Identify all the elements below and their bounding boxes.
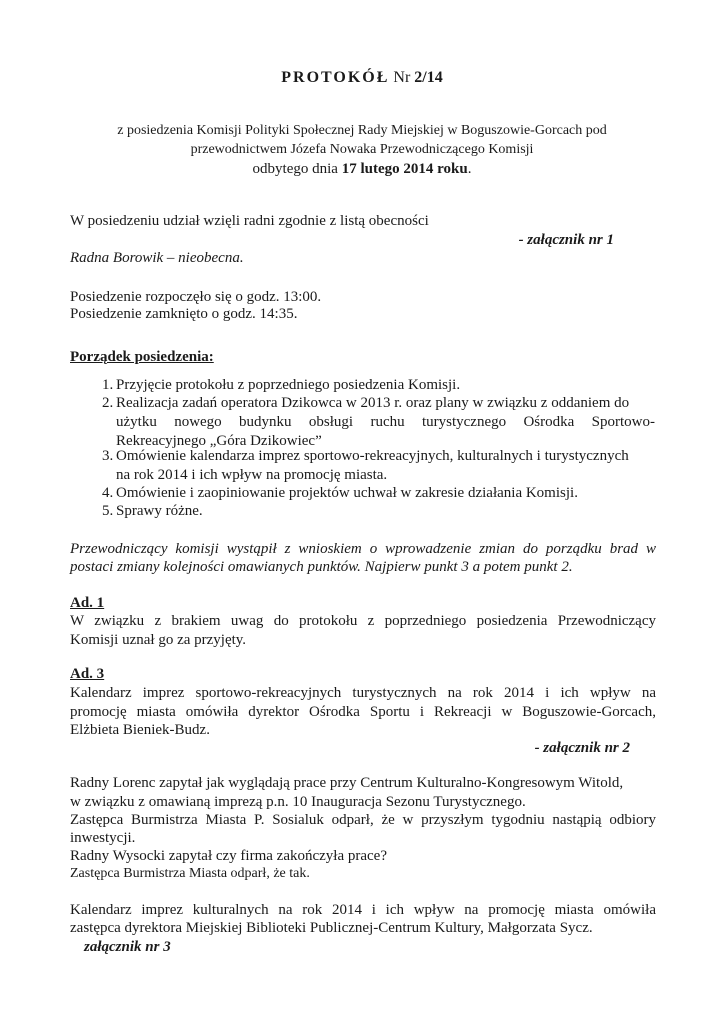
agenda-item-text: użytku nowego budynku obsługi ruchu turystycznego Ośrodka Sportowo- (116, 414, 655, 430)
chair-note-line-1: Przewodniczący komisji wystąpił z wnioskiem o wprowadzenie zmian do porządku brad w (70, 541, 656, 557)
culture-line-2: zastępca dyrektora Miejskiej Biblioteki Publicznej-Centrum Kultury, Małgorzata Sycz. (70, 920, 593, 936)
attachment-3: załącznik nr 3 (84, 939, 171, 955)
meeting-date-prefix: odbytego dnia (252, 161, 338, 177)
document-title (0, 68, 724, 88)
title-number: 2/14 (414, 69, 443, 86)
end-time: Posiedzenie zamknięto o godz. 14:35. (70, 306, 298, 322)
agenda-item-text: Przyjęcie protokołu z poprzedniego posiedzenia Komisji. (116, 377, 461, 393)
discussion-line-1: Radny Lorenc zapytał jak wyglądają prace przy Centrum Kulturalno-Kongresowym Witold, (70, 775, 624, 791)
ad3-heading: Ad. 3 (70, 666, 105, 682)
chair-note-line-2: postaci zmiany kolejności omawianych punktów. Najpierw punkt 3 a potem punkt 2. (70, 559, 573, 575)
subtitle-line-3 (0, 159, 724, 179)
start-time: Posiedzenie rozpoczęło się o godz. 13:00. (70, 289, 322, 305)
discussion-line-5: Radny Wysocki zapytał czy firma zakończyła prace? (70, 848, 387, 864)
ad1-line-1: W związku z brakiem uwag do protokołu z poprzedniego posiedzenia Przewodniczący (70, 613, 656, 629)
agenda-item-text: Omówienie i zaopiniowanie projektów uchwał w zakresie działania Komisji. (116, 485, 578, 501)
agenda-item-number: 3. (102, 448, 114, 464)
meeting-date: 17 lutego 2014 roku (341, 161, 468, 177)
agenda-item-number: 4. (102, 485, 114, 501)
meeting-date-end: . (467, 161, 472, 177)
ad1-line-2: Komisji uznał go za przyjęty. (70, 632, 247, 648)
title-nr-label: Nr (393, 69, 411, 86)
ad3-line-3: Elżbieta Bieniek-Budz. (70, 722, 210, 738)
agenda-item-number: 5. (102, 503, 114, 519)
ad3-line-2: promocję miasta omówiła dyrektor Ośrodka Sportu i Rekreacji w Boguszowie-Gorcach, (70, 704, 656, 720)
discussion-line-2: w związku z omawianą imprezą p.n. 10 Inauguracja Sezonu Turystycznego. (70, 794, 526, 810)
title-prefix: PROTOKÓŁ (281, 69, 390, 86)
agenda-item-number: 2. (102, 395, 114, 411)
subtitle-line-1: z posiedzenia Komisji Polityki Społecznej Rady Miejskiej w Boguszowie-Gorcach pod (117, 123, 607, 138)
subtitle-line-2: przewodnictwem Józefa Nowaka Przewodniczącego Komisji (190, 142, 534, 157)
absent-note: Radna Borowik – nieobecna. (70, 250, 244, 266)
attachment-1: - załącznik nr 1 (518, 232, 614, 248)
discussion-line-6: Zastępca Burmistrza Miasta odparł, że tak. (70, 866, 310, 881)
agenda-item-text: Rekreacyjnego „Góra Dzikowiec” (116, 433, 322, 449)
agenda-heading: Porządek posiedzenia: (70, 349, 214, 365)
agenda-item-text: Omówienie kalendarza imprez sportowo-rekreacyjnych, kulturalnych i turystycznych (116, 448, 629, 464)
agenda-item-text: na rok 2014 i ich wpływ na promocję miasta. (116, 467, 388, 483)
ad1-heading: Ad. 1 (70, 595, 105, 611)
discussion-line-3: Zastępca Burmistrza Miasta P. Sosialuk odparł, że w przyszłym tygodniu nastąpią odbiory (70, 812, 656, 828)
culture-line-1: Kalendarz imprez kulturalnych na rok 2014 i ich wpływ na promocję miasta omówiła (70, 902, 656, 918)
agenda-item-text: Realizacja zadań operatora Dzikowca w 2013 r. oraz plany w związku z oddaniem do (116, 395, 630, 411)
attachment-2: - załącznik nr 2 (534, 740, 630, 756)
agenda-item-number: 1. (102, 377, 114, 393)
ad3-line-1: Kalendarz imprez sportowo-rekreacyjnych turystycznych na rok 2014 i ich wpływ na (70, 685, 656, 701)
discussion-line-4: inwestycji. (70, 830, 136, 846)
agenda-item-text: Sprawy różne. (116, 503, 203, 519)
attendance-text: W posiedzeniu udział wzięli radni zgodnie z listą obecności (70, 213, 429, 229)
